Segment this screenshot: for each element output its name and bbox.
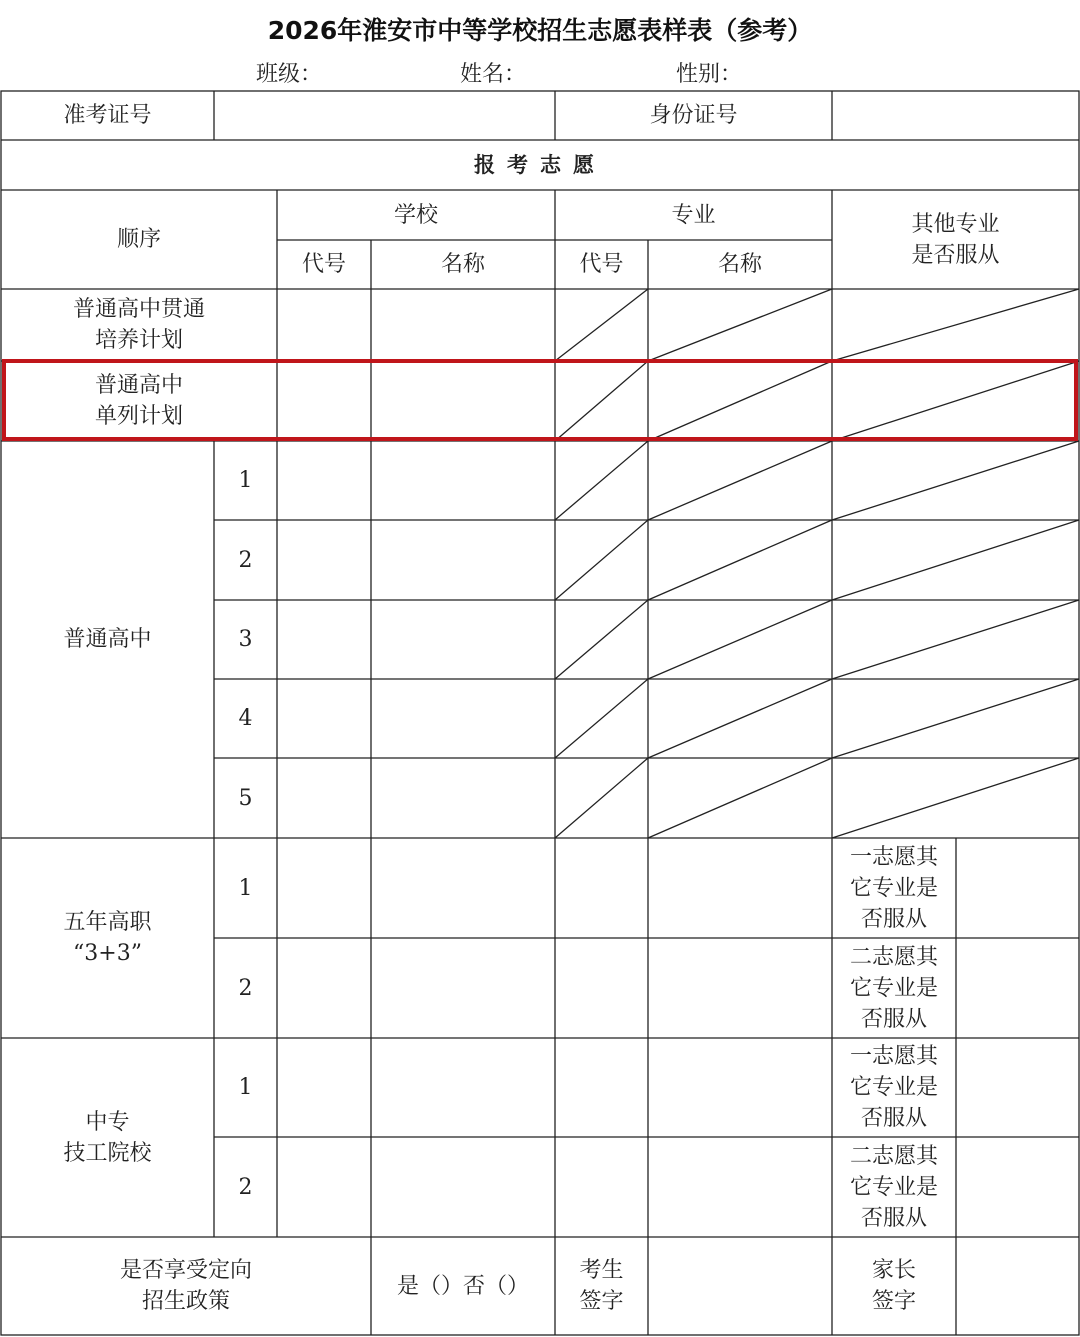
row-zhongzhuan-line2: 技工院校 xyxy=(63,1140,152,1166)
obey-line: 一志愿其 xyxy=(849,1044,938,1069)
obey-line: 否服从 xyxy=(860,1106,927,1131)
obey-line: 二志愿其 xyxy=(849,944,938,970)
policy-label xyxy=(1,1237,371,1335)
row-zhongzhuan-line1: 中专 xyxy=(85,1109,130,1135)
obey-line: 它专业是 xyxy=(849,1075,938,1100)
row-danlie-label xyxy=(1,361,277,441)
zhongzhuan-num: 1 xyxy=(238,1075,253,1100)
obey-header-line2: 是否服从 xyxy=(911,242,1000,268)
putong-num: 3 xyxy=(238,627,253,652)
school-code-header: 代号 xyxy=(301,252,346,277)
row-guantong-line1: 普通高中贯通 xyxy=(72,297,205,322)
parent-sign-line2: 签字 xyxy=(871,1289,916,1314)
obey-line: 一志愿其 xyxy=(849,844,938,870)
row-guantong-label xyxy=(1,289,277,361)
policy-line1: 是否享受定向 xyxy=(119,1258,252,1283)
student-sign-label xyxy=(555,1237,648,1335)
putong-num: 1 xyxy=(238,468,253,493)
form-title: 2026年淮安市中等学校招生志愿表样表（参考） xyxy=(267,16,813,45)
obey-line: 否服从 xyxy=(860,1205,927,1231)
row-wunian-line2: “3+3” xyxy=(73,941,142,966)
major-name-header: 名称 xyxy=(717,252,762,277)
exam-id-label: 准考证号 xyxy=(63,103,152,128)
row-wunian-line1: 五年高职 xyxy=(63,910,152,935)
major-header: 专业 xyxy=(671,202,716,228)
id-card-label: 身份证号 xyxy=(649,103,738,128)
putong-num: 2 xyxy=(238,547,253,573)
row-danlie-line1: 普通高中 xyxy=(94,373,183,398)
obey-line: 否服从 xyxy=(860,906,927,932)
row-guantong-line2: 培养计划 xyxy=(94,328,183,353)
obey-first-zhongzhuan xyxy=(832,1038,956,1137)
major-code-header: 代号 xyxy=(579,252,624,277)
obey-line: 否服从 xyxy=(860,1006,927,1032)
yes-no-choice[interactable]: 是（）否（） xyxy=(396,1273,529,1299)
putong-num: 4 xyxy=(238,706,253,731)
student-sign-line2: 签字 xyxy=(579,1289,624,1314)
parent-sign-field[interactable] xyxy=(956,1237,1079,1335)
student-sign-field[interactable] xyxy=(648,1237,832,1335)
id-card-input[interactable] xyxy=(832,91,1079,140)
obey-line: 它专业是 xyxy=(849,1174,938,1200)
gender-label: 性别： xyxy=(676,62,743,87)
name-label: 姓名： xyxy=(460,62,527,87)
obey-header xyxy=(832,190,1079,289)
zhongzhuan-num: 2 xyxy=(238,1174,253,1200)
section-heading: 报考志愿 xyxy=(474,152,606,177)
row-putong-label: 普通高中 xyxy=(63,627,152,652)
obey-line: 它专业是 xyxy=(849,975,938,1001)
parent-sign-label xyxy=(832,1237,956,1335)
school-header: 学校 xyxy=(393,202,438,228)
school-name-header: 名称 xyxy=(440,252,485,277)
obey-second-wunian xyxy=(832,938,956,1038)
obey-line: 它专业是 xyxy=(849,875,938,901)
parent-sign-line1: 家长 xyxy=(871,1258,916,1283)
obey-first-wunian xyxy=(832,838,956,938)
order-header: 顺序 xyxy=(116,227,161,252)
obey-line: 二志愿其 xyxy=(849,1143,938,1169)
row-zhongzhuan-label xyxy=(1,1038,214,1237)
exam-id-input[interactable] xyxy=(214,91,555,140)
row-danlie-line2: 单列计划 xyxy=(94,404,183,429)
putong-num: 5 xyxy=(238,785,253,811)
wunian-num: 1 xyxy=(238,875,253,901)
class-label: 班级： xyxy=(256,62,323,87)
policy-line2: 招生政策 xyxy=(141,1289,230,1314)
row-wunian-label xyxy=(1,838,214,1038)
obey-second-zhongzhuan xyxy=(832,1137,956,1237)
wunian-num: 2 xyxy=(238,975,253,1001)
obey-header-line1: 其他专业 xyxy=(911,211,1000,237)
student-sign-line1: 考生 xyxy=(579,1258,624,1283)
